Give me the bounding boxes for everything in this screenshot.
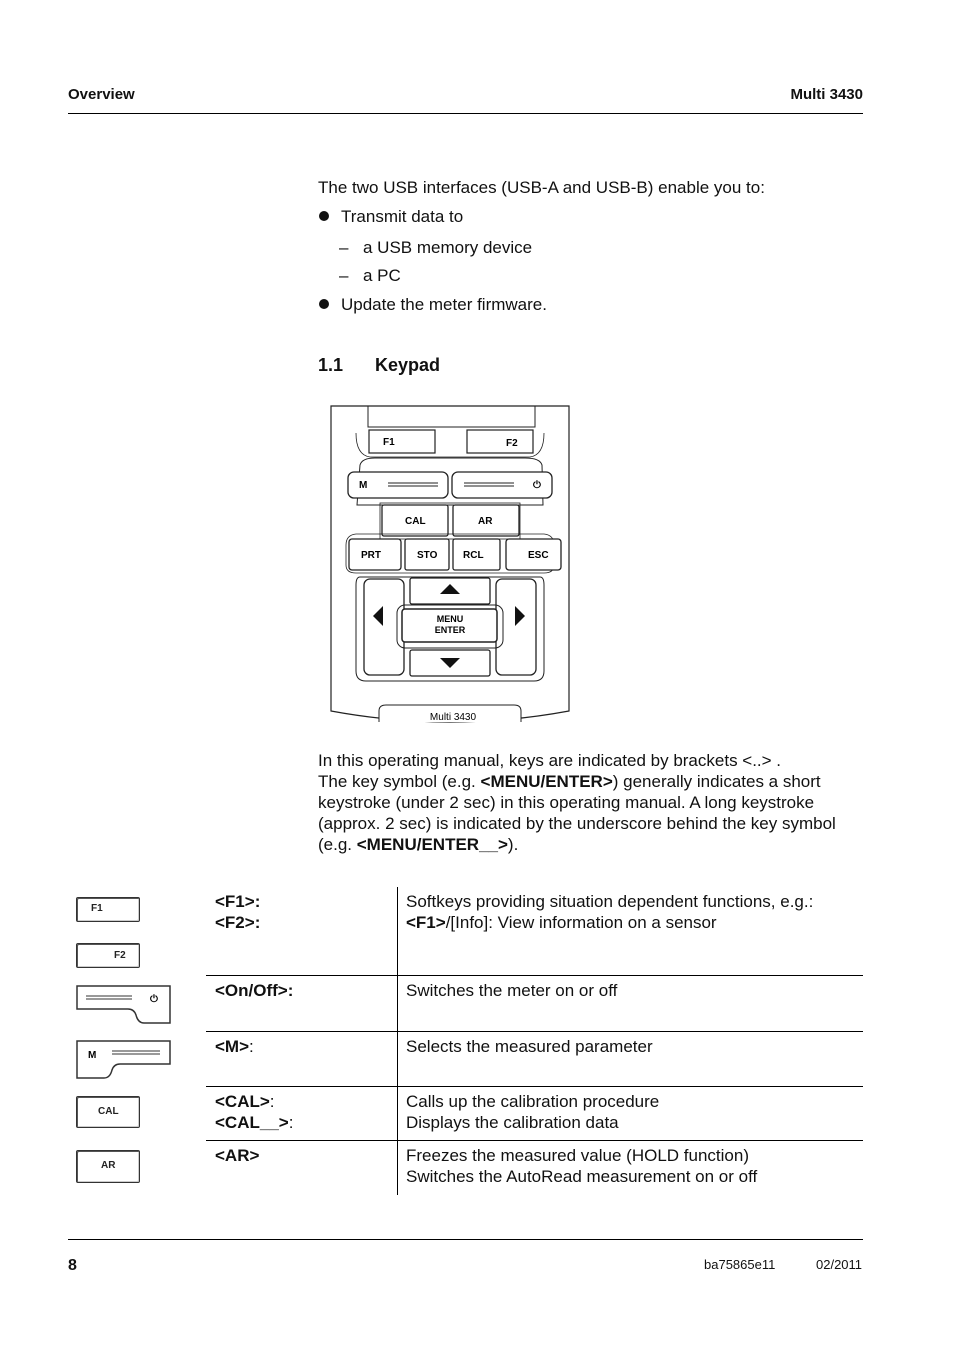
prt-key-label: PRT (361, 550, 381, 561)
desc-ar: Freezes the measured value (HOLD function) (406, 1146, 749, 1165)
header-rule (68, 113, 863, 114)
desc-softkeys-example (406, 912, 717, 933)
desc-softkeys: Softkeys providing situation dependent functions, e.g.: (406, 892, 814, 911)
keypad-illustration (330, 405, 572, 727)
f1-key-ref: <F1> (406, 913, 446, 932)
f2-key-icon (76, 943, 140, 968)
bullet-transmit: Transmit data to (341, 207, 464, 226)
cal-key-icon (76, 1096, 140, 1128)
explanation-line1: In this operating manual, keys are indicated by brackets <..> . (318, 751, 782, 770)
desc-on-off: Switches the meter on or off (406, 981, 618, 1000)
intro-lead: The two USB interfaces (USB-A and USB-B) enable you to: (318, 178, 765, 197)
sto-key-label: STO (417, 550, 438, 561)
desc-text: /[Info]: View information on a sensor (445, 913, 717, 932)
key-cal-long (215, 1112, 293, 1133)
sub-item-usb: a USB memory device (363, 238, 533, 257)
desc-cal-long: Displays the calibration data (406, 1113, 619, 1132)
page-number: 8 (68, 1257, 77, 1274)
enter-key-label: ENTER (434, 625, 466, 635)
explanation-line3: keystroke (under 2 sec) in this operating manual. A long keystroke (318, 793, 815, 812)
explanation-text: (e.g. (318, 835, 357, 854)
key-colon: : (269, 1092, 275, 1111)
m-key-ref: <M> (215, 1037, 250, 1056)
menu-enter-key-ref: <MENU/ENTER> (480, 772, 613, 791)
power-icon: ⏻ (150, 994, 158, 1005)
desc-cal: Calls up the calibration procedure (406, 1092, 660, 1111)
header-product: Multi 3430 (790, 86, 863, 103)
f1-icon-label: F1 (91, 903, 103, 914)
explanation-line4: (approx. 2 sec) is indicated by the underscore behind the key symbol (318, 814, 836, 833)
header-section: Overview (68, 86, 135, 103)
explanation-line5 (318, 834, 518, 855)
ar-key-label: AR (478, 516, 493, 527)
table-column-divider (397, 887, 398, 1195)
doc-id: ba75865e11 (704, 1257, 776, 1272)
bullet-dot (319, 211, 329, 221)
cal-key-label: CAL (405, 516, 426, 527)
m-icon-label: M (88, 1050, 97, 1061)
explanation-text: The key symbol (e.g. (318, 772, 481, 791)
menu-key-label: MENU (436, 614, 464, 624)
power-key-icon: ⏻ (533, 480, 541, 491)
key-colon: : (288, 1113, 294, 1132)
table-row-separator (206, 1140, 863, 1141)
explanation-text: ). (507, 835, 519, 854)
f2-icon-label: F2 (114, 950, 126, 961)
ar-icon-label: AR (101, 1160, 116, 1171)
key-m (215, 1036, 254, 1057)
table-row-separator (206, 975, 863, 976)
keypad-model-label: Multi 3430 (429, 712, 477, 723)
desc-m: Selects the measured parameter (406, 1037, 653, 1056)
table-row-separator (206, 1086, 863, 1087)
sub-item-pc: a PC (363, 266, 401, 285)
section-number: 1.1 (318, 355, 344, 375)
footer-rule (68, 1239, 863, 1240)
bullet-firmware: Update the meter firmware. (341, 295, 547, 314)
section-title: Keypad (375, 355, 441, 375)
cal-key-ref: <CAL> (215, 1092, 270, 1111)
rcl-key-label: RCL (463, 550, 484, 561)
key-f2: <F2>: (215, 913, 261, 932)
m-key-icon (76, 1040, 172, 1080)
m-key-label: M (359, 480, 368, 491)
on-off-key-icon (76, 985, 172, 1025)
explanation-text: ) generally indicates a short (612, 772, 821, 791)
f1-key-icon (76, 897, 140, 922)
menu-enter-long-key-ref: <MENU/ENTER__> (356, 835, 508, 854)
dash: – (339, 238, 349, 257)
f2-key-label: F2 (506, 438, 518, 449)
esc-key-label: ESC (528, 550, 549, 561)
explanation-line2 (318, 771, 821, 792)
key-f1: <F1>: (215, 892, 261, 911)
dash: – (339, 266, 349, 285)
desc-ar-long: Switches the AutoRead measurement on or off (406, 1167, 758, 1186)
table-row-separator (206, 1031, 863, 1032)
key-on-off: <On/Off>: (215, 981, 294, 1000)
cal-long-key-ref: <CAL__> (215, 1113, 289, 1132)
f1-key-label: F1 (383, 437, 395, 448)
ar-key-icon (76, 1150, 140, 1183)
doc-date: 02/2011 (816, 1257, 863, 1272)
key-cal (215, 1091, 275, 1112)
key-ar: <AR> (215, 1146, 260, 1165)
cal-icon-label: CAL (98, 1106, 119, 1117)
key-colon: : (249, 1037, 254, 1056)
bullet-dot (319, 299, 329, 309)
